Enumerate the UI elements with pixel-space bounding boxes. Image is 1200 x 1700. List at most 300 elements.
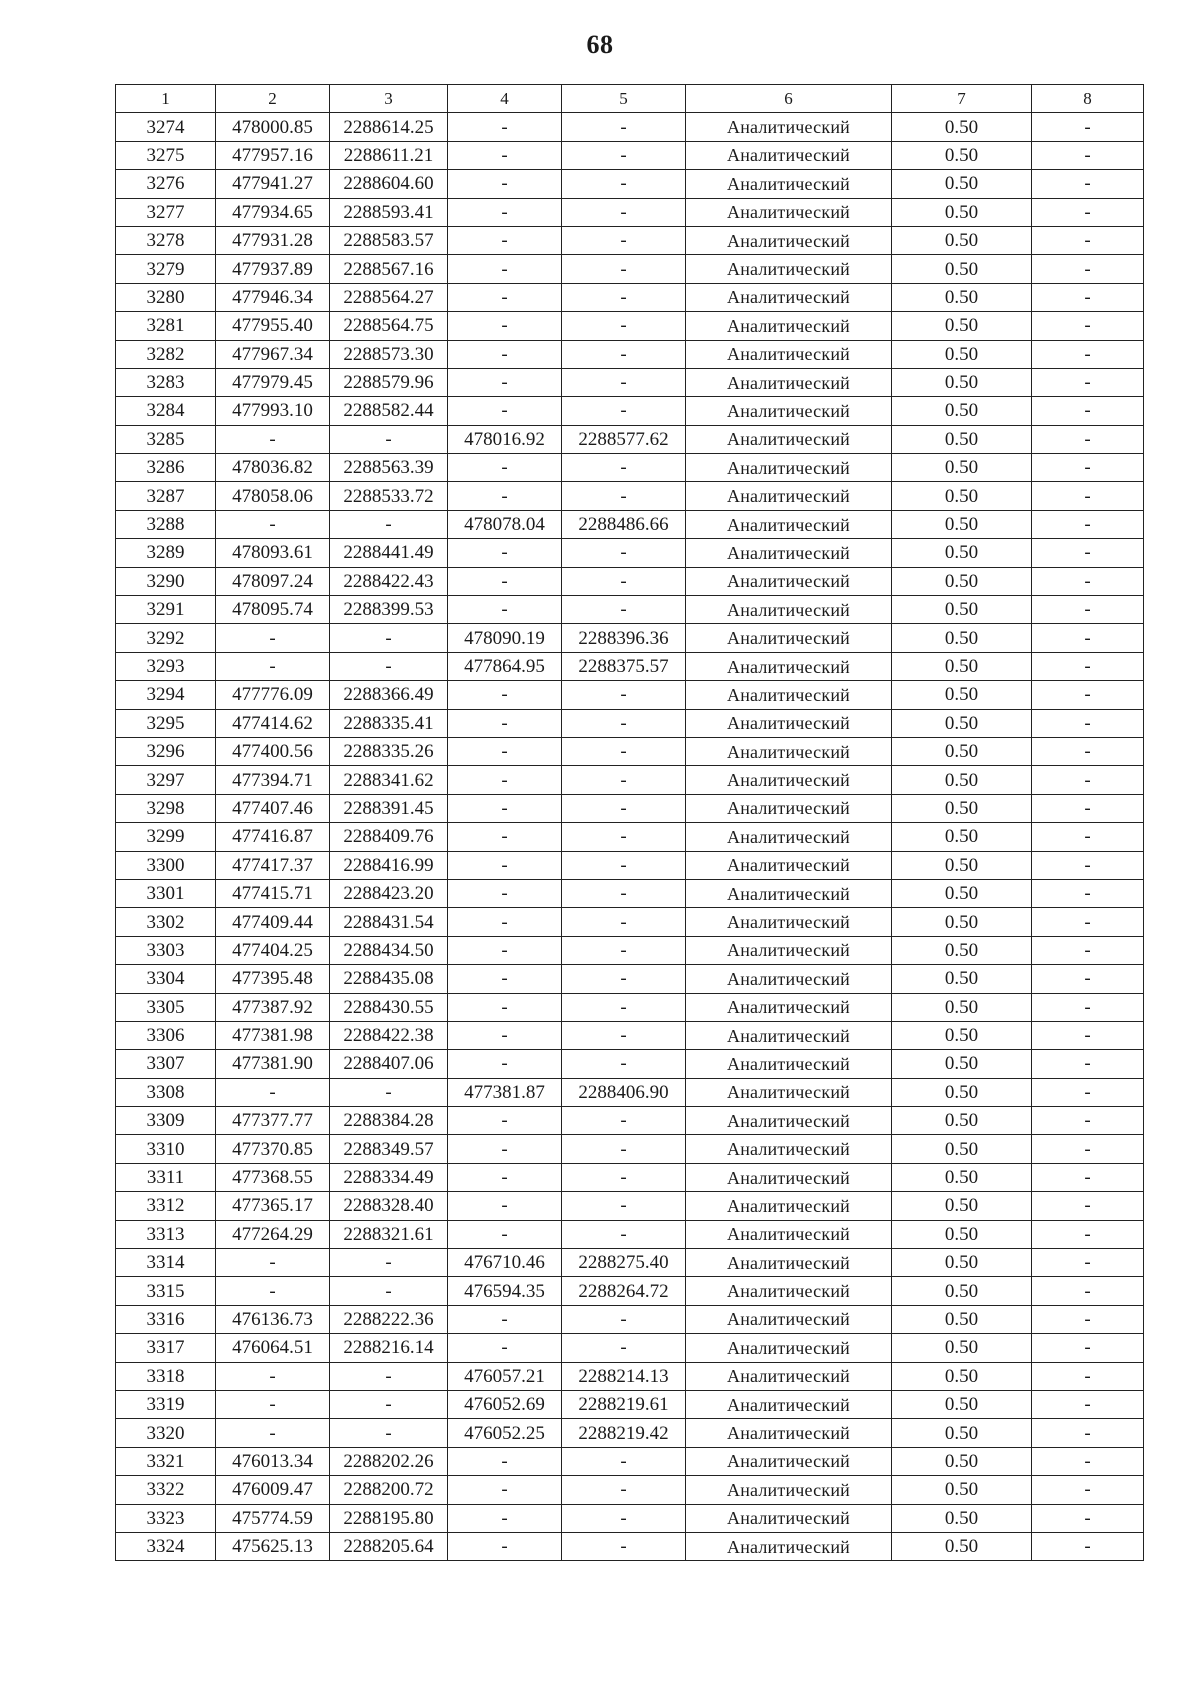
cell-accuracy: 0.50	[892, 283, 1032, 311]
cell-accuracy: 0.50	[892, 454, 1032, 482]
cell-col5-y: -	[562, 482, 686, 510]
header-row	[116, 85, 1144, 113]
cell-point-number: 3322	[116, 1476, 216, 1504]
cell-col5-y: 2288375.57	[562, 652, 686, 680]
cell-col4-x: -	[448, 567, 562, 595]
column-header-2: 2	[216, 85, 330, 113]
cell-method: Аналитический	[686, 1504, 892, 1532]
cell-point-number: 3323	[116, 1504, 216, 1532]
cell-col2-y: 2288341.62	[330, 766, 448, 794]
cell-col8: -	[1032, 737, 1144, 765]
cell-method: Аналитический	[686, 368, 892, 396]
cell-col8: -	[1032, 454, 1144, 482]
cell-col4-x: -	[448, 993, 562, 1021]
cell-accuracy: 0.50	[892, 567, 1032, 595]
cell-method: Аналитический	[686, 709, 892, 737]
cell-col8: -	[1032, 908, 1144, 936]
cell-accuracy: 0.50	[892, 312, 1032, 340]
cell-col5-y: 2288396.36	[562, 624, 686, 652]
cell-col8: -	[1032, 965, 1144, 993]
cell-col4-x: -	[448, 1220, 562, 1248]
table-row	[116, 482, 1144, 510]
cell-col2-x: 477937.89	[216, 255, 330, 283]
cell-col2-x: 476013.34	[216, 1447, 330, 1475]
cell-col4-x: -	[448, 879, 562, 907]
cell-col5-y: -	[562, 1334, 686, 1362]
cell-col2-y: 2288564.75	[330, 312, 448, 340]
table-row	[116, 1447, 1144, 1475]
table-row	[116, 936, 1144, 964]
cell-point-number: 3276	[116, 170, 216, 198]
cell-col8: -	[1032, 1504, 1144, 1532]
table-row	[116, 965, 1144, 993]
cell-accuracy: 0.50	[892, 1305, 1032, 1333]
table-row	[116, 737, 1144, 765]
table-row	[116, 766, 1144, 794]
cell-accuracy: 0.50	[892, 1447, 1032, 1475]
table-row	[116, 1050, 1144, 1078]
cell-point-number: 3302	[116, 908, 216, 936]
cell-col2-y: -	[330, 1362, 448, 1390]
cell-col2-x: 478036.82	[216, 454, 330, 482]
cell-col4-x: -	[448, 198, 562, 226]
cell-point-number: 3324	[116, 1532, 216, 1560]
cell-col2-x: 477264.29	[216, 1220, 330, 1248]
cell-col2-y: 2288434.50	[330, 936, 448, 964]
cell-method: Аналитический	[686, 1334, 892, 1362]
cell-col4-x: 477864.95	[448, 652, 562, 680]
cell-col2-x: 477417.37	[216, 851, 330, 879]
cell-col5-y: -	[562, 340, 686, 368]
cell-accuracy: 0.50	[892, 823, 1032, 851]
cell-col2-x: 477365.17	[216, 1192, 330, 1220]
cell-method: Аналитический	[686, 1050, 892, 1078]
cell-accuracy: 0.50	[892, 936, 1032, 964]
cell-col2-x: 476136.73	[216, 1305, 330, 1333]
cell-point-number: 3317	[116, 1334, 216, 1362]
table-row	[116, 198, 1144, 226]
cell-method: Аналитический	[686, 567, 892, 595]
cell-col4-x: -	[448, 1021, 562, 1049]
cell-point-number: 3283	[116, 368, 216, 396]
cell-method: Аналитический	[686, 823, 892, 851]
cell-col8: -	[1032, 397, 1144, 425]
table-row	[116, 312, 1144, 340]
cell-col4-x: -	[448, 1163, 562, 1191]
cell-col8: -	[1032, 312, 1144, 340]
table-row	[116, 1078, 1144, 1106]
cell-col2-y: 2288205.64	[330, 1532, 448, 1560]
cell-col4-x: -	[448, 823, 562, 851]
cell-point-number: 3275	[116, 141, 216, 169]
cell-col2-x: 477368.55	[216, 1163, 330, 1191]
cell-col2-y: 2288216.14	[330, 1334, 448, 1362]
cell-col8: -	[1032, 1532, 1144, 1560]
cell-col4-x: -	[448, 1447, 562, 1475]
cell-accuracy: 0.50	[892, 1078, 1032, 1106]
cell-accuracy: 0.50	[892, 794, 1032, 822]
cell-col2-y: -	[330, 510, 448, 538]
cell-col5-y: -	[562, 539, 686, 567]
cell-col2-x: -	[216, 1078, 330, 1106]
cell-col4-x: -	[448, 368, 562, 396]
cell-point-number: 3292	[116, 624, 216, 652]
cell-method: Аналитический	[686, 1078, 892, 1106]
cell-col8: -	[1032, 1021, 1144, 1049]
cell-col5-y: -	[562, 312, 686, 340]
cell-col4-x: -	[448, 312, 562, 340]
cell-col2-y: 2288195.80	[330, 1504, 448, 1532]
table-row	[116, 510, 1144, 538]
cell-accuracy: 0.50	[892, 1050, 1032, 1078]
cell-col2-y: 2288564.27	[330, 283, 448, 311]
cell-method: Аналитический	[686, 1277, 892, 1305]
cell-col2-y: 2288334.49	[330, 1163, 448, 1191]
cell-col4-x: -	[448, 709, 562, 737]
cell-col2-x: 478000.85	[216, 113, 330, 141]
cell-col2-x: 477381.90	[216, 1050, 330, 1078]
cell-method: Аналитический	[686, 794, 892, 822]
cell-accuracy: 0.50	[892, 226, 1032, 254]
cell-method: Аналитический	[686, 936, 892, 964]
cell-point-number: 3305	[116, 993, 216, 1021]
cell-col2-x: 476009.47	[216, 1476, 330, 1504]
cell-col2-x: 477979.45	[216, 368, 330, 396]
cell-col4-x: -	[448, 340, 562, 368]
cell-col2-y: 2288366.49	[330, 681, 448, 709]
cell-col2-x: 476064.51	[216, 1334, 330, 1362]
cell-accuracy: 0.50	[892, 879, 1032, 907]
cell-col2-y: 2288349.57	[330, 1135, 448, 1163]
cell-method: Аналитический	[686, 908, 892, 936]
cell-point-number: 3281	[116, 312, 216, 340]
cell-col5-y: -	[562, 1192, 686, 1220]
table-row	[116, 1476, 1144, 1504]
cell-point-number: 3288	[116, 510, 216, 538]
table-row	[116, 851, 1144, 879]
table-row	[116, 425, 1144, 453]
cell-col4-x: -	[448, 681, 562, 709]
table-row	[116, 1390, 1144, 1418]
cell-col8: -	[1032, 1390, 1144, 1418]
cell-accuracy: 0.50	[892, 908, 1032, 936]
cell-col5-y: 2288219.61	[562, 1390, 686, 1418]
cell-col8: -	[1032, 1419, 1144, 1447]
table-row	[116, 283, 1144, 311]
cell-col4-x: -	[448, 1305, 562, 1333]
cell-col2-y: -	[330, 425, 448, 453]
cell-col5-y: -	[562, 1107, 686, 1135]
cell-col5-y: 2288406.90	[562, 1078, 686, 1106]
cell-accuracy: 0.50	[892, 1390, 1032, 1418]
cell-col2-y: 2288583.57	[330, 226, 448, 254]
cell-col2-y: 2288593.41	[330, 198, 448, 226]
cell-col8: -	[1032, 1447, 1144, 1475]
cell-method: Аналитический	[686, 312, 892, 340]
cell-method: Аналитический	[686, 624, 892, 652]
table-row	[116, 1362, 1144, 1390]
cell-method: Аналитический	[686, 1447, 892, 1475]
cell-point-number: 3303	[116, 936, 216, 964]
cell-col8: -	[1032, 681, 1144, 709]
cell-col4-x: 476057.21	[448, 1362, 562, 1390]
cell-col2-x: 477395.48	[216, 965, 330, 993]
cell-method: Аналитический	[686, 681, 892, 709]
cell-col2-x: 477404.25	[216, 936, 330, 964]
cell-method: Аналитический	[686, 737, 892, 765]
table-row	[116, 794, 1144, 822]
table-row	[116, 454, 1144, 482]
cell-method: Аналитический	[686, 340, 892, 368]
cell-method: Аналитический	[686, 397, 892, 425]
cell-col2-x: -	[216, 624, 330, 652]
cell-accuracy: 0.50	[892, 255, 1032, 283]
table-row	[116, 993, 1144, 1021]
cell-method: Аналитический	[686, 198, 892, 226]
cell-col2-y: -	[330, 1249, 448, 1277]
cell-col8: -	[1032, 1107, 1144, 1135]
column-header-5: 5	[562, 85, 686, 113]
cell-col5-y: 2288577.62	[562, 425, 686, 453]
cell-col2-x: 478058.06	[216, 482, 330, 510]
cell-col2-x: 477776.09	[216, 681, 330, 709]
cell-point-number: 3310	[116, 1135, 216, 1163]
cell-accuracy: 0.50	[892, 1476, 1032, 1504]
cell-col2-y: 2288573.30	[330, 340, 448, 368]
cell-point-number: 3312	[116, 1192, 216, 1220]
cell-method: Аналитический	[686, 1249, 892, 1277]
cell-col2-y: 2288200.72	[330, 1476, 448, 1504]
cell-method: Аналитический	[686, 1220, 892, 1248]
cell-accuracy: 0.50	[892, 851, 1032, 879]
cell-accuracy: 0.50	[892, 652, 1032, 680]
table-row	[116, 567, 1144, 595]
cell-col4-x: -	[448, 482, 562, 510]
cell-method: Аналитический	[686, 1135, 892, 1163]
coordinates-table	[115, 84, 1144, 1561]
cell-point-number: 3282	[116, 340, 216, 368]
cell-col4-x: -	[448, 1050, 562, 1078]
cell-col8: -	[1032, 567, 1144, 595]
cell-col5-y: -	[562, 1050, 686, 1078]
cell-col2-x: -	[216, 1362, 330, 1390]
cell-col5-y: -	[562, 113, 686, 141]
cell-col4-x: -	[448, 1504, 562, 1532]
table-row	[116, 141, 1144, 169]
table-row	[116, 1419, 1144, 1447]
page-number: 68	[586, 30, 614, 59]
cell-point-number: 3290	[116, 567, 216, 595]
cell-point-number: 3319	[116, 1390, 216, 1418]
table-row	[116, 368, 1144, 396]
cell-method: Аналитический	[686, 993, 892, 1021]
cell-col2-y: 2288441.49	[330, 539, 448, 567]
cell-col5-y: -	[562, 1220, 686, 1248]
cell-col4-x: -	[448, 1192, 562, 1220]
cell-col2-y: 2288422.38	[330, 1021, 448, 1049]
cell-col2-x: 477370.85	[216, 1135, 330, 1163]
cell-accuracy: 0.50	[892, 397, 1032, 425]
cell-col4-x: -	[448, 113, 562, 141]
cell-col5-y: -	[562, 794, 686, 822]
cell-point-number: 3291	[116, 596, 216, 624]
cell-col2-y: 2288431.54	[330, 908, 448, 936]
cell-col5-y: -	[562, 823, 686, 851]
cell-col4-x: -	[448, 766, 562, 794]
cell-col2-x: 478093.61	[216, 539, 330, 567]
cell-col5-y: -	[562, 1532, 686, 1560]
cell-col4-x: -	[448, 170, 562, 198]
cell-col2-x: 478097.24	[216, 567, 330, 595]
cell-col2-y: 2288407.06	[330, 1050, 448, 1078]
cell-col8: -	[1032, 1163, 1144, 1191]
cell-col2-x: 477381.98	[216, 1021, 330, 1049]
cell-accuracy: 0.50	[892, 368, 1032, 396]
cell-accuracy: 0.50	[892, 539, 1032, 567]
cell-accuracy: 0.50	[892, 425, 1032, 453]
cell-accuracy: 0.50	[892, 1362, 1032, 1390]
cell-point-number: 3321	[116, 1447, 216, 1475]
cell-accuracy: 0.50	[892, 170, 1032, 198]
cell-col8: -	[1032, 1362, 1144, 1390]
cell-col4-x: -	[448, 851, 562, 879]
cell-point-number: 3311	[116, 1163, 216, 1191]
cell-col2-y: -	[330, 1277, 448, 1305]
cell-col2-x: -	[216, 1249, 330, 1277]
cell-point-number: 3277	[116, 198, 216, 226]
cell-col5-y: 2288264.72	[562, 1277, 686, 1305]
cell-col2-y: 2288423.20	[330, 879, 448, 907]
cell-point-number: 3300	[116, 851, 216, 879]
cell-point-number: 3315	[116, 1277, 216, 1305]
cell-accuracy: 0.50	[892, 482, 1032, 510]
cell-col8: -	[1032, 624, 1144, 652]
cell-col2-y: 2288604.60	[330, 170, 448, 198]
cell-col2-x: 477941.27	[216, 170, 330, 198]
cell-method: Аналитический	[686, 766, 892, 794]
cell-col8: -	[1032, 368, 1144, 396]
table-row	[116, 624, 1144, 652]
table-row	[116, 1163, 1144, 1191]
cell-method: Аналитический	[686, 965, 892, 993]
table-row	[116, 709, 1144, 737]
cell-method: Аналитический	[686, 226, 892, 254]
cell-col2-y: 2288384.28	[330, 1107, 448, 1135]
cell-col4-x: -	[448, 141, 562, 169]
cell-col4-x: -	[448, 539, 562, 567]
cell-point-number: 3280	[116, 283, 216, 311]
cell-col2-y: 2288399.53	[330, 596, 448, 624]
cell-col8: -	[1032, 794, 1144, 822]
table-row	[116, 1277, 1144, 1305]
cell-accuracy: 0.50	[892, 965, 1032, 993]
cell-col8: -	[1032, 510, 1144, 538]
cell-col4-x: -	[448, 596, 562, 624]
cell-method: Аналитический	[686, 454, 892, 482]
column-header-8: 8	[1032, 85, 1144, 113]
cell-col5-y: -	[562, 596, 686, 624]
cell-col8: -	[1032, 198, 1144, 226]
cell-col2-y: 2288611.21	[330, 141, 448, 169]
cell-col2-y: 2288614.25	[330, 113, 448, 141]
cell-method: Аналитический	[686, 879, 892, 907]
cell-col2-x: 477414.62	[216, 709, 330, 737]
cell-col5-y: 2288486.66	[562, 510, 686, 538]
cell-point-number: 3293	[116, 652, 216, 680]
cell-col5-y: -	[562, 1135, 686, 1163]
cell-col8: -	[1032, 851, 1144, 879]
cell-col5-y: -	[562, 1305, 686, 1333]
cell-point-number: 3286	[116, 454, 216, 482]
cell-col2-x: 475774.59	[216, 1504, 330, 1532]
cell-accuracy: 0.50	[892, 141, 1032, 169]
cell-col4-x: -	[448, 1476, 562, 1504]
cell-point-number: 3285	[116, 425, 216, 453]
cell-point-number: 3320	[116, 1419, 216, 1447]
cell-accuracy: 0.50	[892, 1135, 1032, 1163]
cell-col5-y: -	[562, 454, 686, 482]
table-row	[116, 908, 1144, 936]
cell-col4-x: 477381.87	[448, 1078, 562, 1106]
cell-col8: -	[1032, 652, 1144, 680]
cell-col2-x: 477416.87	[216, 823, 330, 851]
cell-col2-x: 477387.92	[216, 993, 330, 1021]
table-body	[116, 113, 1144, 1561]
cell-col4-x: 476052.25	[448, 1419, 562, 1447]
cell-col2-x: 477407.46	[216, 794, 330, 822]
cell-accuracy: 0.50	[892, 1107, 1032, 1135]
cell-col2-y: 2288222.36	[330, 1305, 448, 1333]
cell-col8: -	[1032, 539, 1144, 567]
cell-col8: -	[1032, 1305, 1144, 1333]
cell-col4-x: 476710.46	[448, 1249, 562, 1277]
cell-accuracy: 0.50	[892, 681, 1032, 709]
cell-point-number: 3294	[116, 681, 216, 709]
cell-col4-x: 476594.35	[448, 1277, 562, 1305]
cell-col2-y: 2288409.76	[330, 823, 448, 851]
cell-col2-y: 2288422.43	[330, 567, 448, 595]
cell-col4-x: -	[448, 1135, 562, 1163]
cell-col8: -	[1032, 283, 1144, 311]
cell-col2-y: 2288328.40	[330, 1192, 448, 1220]
cell-point-number: 3307	[116, 1050, 216, 1078]
cell-point-number: 3295	[116, 709, 216, 737]
cell-col2-x: 478095.74	[216, 596, 330, 624]
cell-method: Аналитический	[686, 1163, 892, 1191]
cell-col5-y: -	[562, 283, 686, 311]
cell-col8: -	[1032, 1249, 1144, 1277]
table-row	[116, 255, 1144, 283]
cell-col8: -	[1032, 709, 1144, 737]
column-header-7: 7	[892, 85, 1032, 113]
cell-col2-x: 477957.16	[216, 141, 330, 169]
cell-col2-y: 2288416.99	[330, 851, 448, 879]
cell-col8: -	[1032, 993, 1144, 1021]
cell-method: Аналитический	[686, 170, 892, 198]
cell-method: Аналитический	[686, 1305, 892, 1333]
cell-col8: -	[1032, 596, 1144, 624]
cell-col8: -	[1032, 766, 1144, 794]
cell-point-number: 3306	[116, 1021, 216, 1049]
cell-col5-y: -	[562, 737, 686, 765]
cell-col2-x: 477400.56	[216, 737, 330, 765]
cell-col2-y: -	[330, 1078, 448, 1106]
cell-col2-x: -	[216, 1277, 330, 1305]
cell-col2-x: 475625.13	[216, 1532, 330, 1560]
cell-method: Аналитический	[686, 510, 892, 538]
cell-accuracy: 0.50	[892, 1249, 1032, 1277]
cell-point-number: 3318	[116, 1362, 216, 1390]
